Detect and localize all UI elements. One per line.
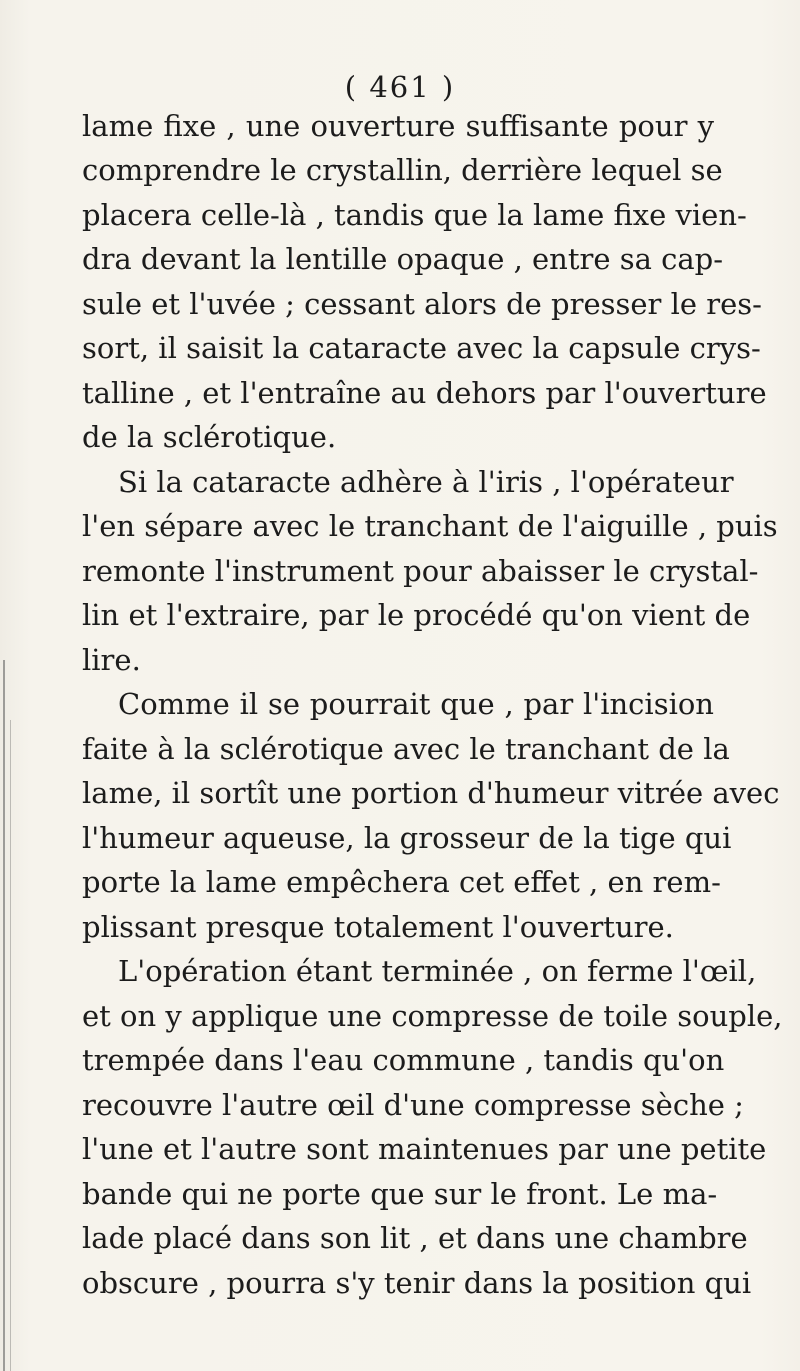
- page-gutter-edge: [3, 660, 5, 1371]
- text-line: lire.: [82, 643, 141, 677]
- text-line: l'une et l'autre sont maintenues par une petite: [82, 1132, 767, 1166]
- text-line: comprendre le crystallin, derrière lequel se: [82, 153, 723, 187]
- text-line: remonte l'instrument pour abaisser le crystal-: [82, 554, 759, 588]
- paragraph-start-line: Comme il se pourrait que , par l'incision: [118, 687, 714, 721]
- text-line: sort, il saisit la cataracte avec la capsule crys-: [82, 331, 761, 365]
- text-line: trempée dans l'eau commune , tandis qu'on: [82, 1043, 725, 1077]
- text-line: talline , et l'entraîne au dehors par l'ouverture: [82, 376, 767, 410]
- text-line: lin et l'extraire, par le procédé qu'on vient de: [82, 598, 751, 632]
- paragraph-start-line: Si la cataracte adhère à l'iris , l'opérateur: [118, 465, 734, 499]
- text-line: sule et l'uvée ; cessant alors de presser le res-: [82, 287, 762, 321]
- text-line: lade placé dans son lit , et dans une chambre: [82, 1221, 748, 1255]
- page-number: ( 461 ): [344, 70, 456, 104]
- text-line: lame, il sortît une portion d'humeur vitrée avec: [82, 776, 780, 810]
- text-line: recouvre l'autre œil d'une compresse sèche ;: [82, 1088, 744, 1122]
- text-line: bande qui ne porte que sur le front. Le ma-: [82, 1177, 718, 1211]
- text-line: l'humeur aqueuse, la grosseur de la tige qui: [82, 821, 732, 855]
- text-line: obscure , pourra s'y tenir dans la position qui: [82, 1266, 752, 1300]
- text-line: plissant presque totalement l'ouverture.: [82, 910, 674, 944]
- text-line: et on y applique une compresse de toile souple,: [82, 999, 783, 1033]
- page-gutter-edge-inner: [10, 720, 11, 1371]
- paragraph-start-line: L'opération étant terminée , on ferme l'œil,: [118, 954, 757, 988]
- text-line: placera celle-là , tandis que la lame fixe vien-: [82, 198, 747, 232]
- text-line: faite à la sclérotique avec le tranchant de la: [82, 732, 730, 766]
- text-line: l'en sépare avec le tranchant de l'aiguille , puis: [82, 509, 778, 543]
- text-line: porte la lame empêchera cet effet , en rem-: [82, 865, 721, 899]
- text-line: lame fixe , une ouverture suffisante pour y: [82, 109, 714, 143]
- text-line: de la sclérotique.: [82, 420, 337, 454]
- text-line: dra devant la lentille opaque , entre sa cap-: [82, 242, 724, 276]
